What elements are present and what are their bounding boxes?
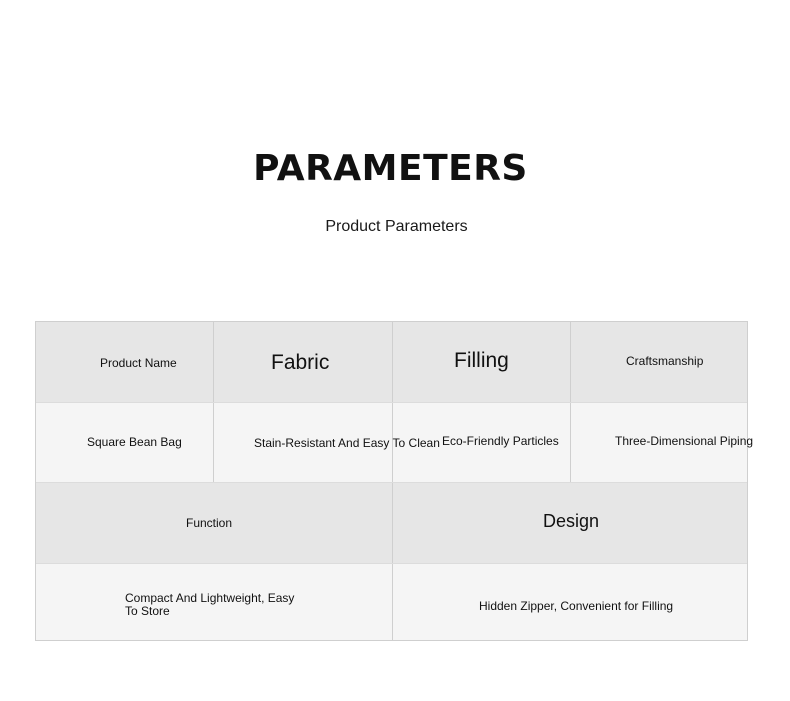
value-craftsmanship: Three-Dimensional Piping — [615, 434, 754, 448]
header-fabric: Fabric — [271, 351, 330, 374]
header-product-name: Product Name — [100, 356, 177, 370]
value-fabric: Stain-Resistant And Easy To Clean — [254, 436, 440, 450]
value-filling: Eco-Friendly Particles — [442, 434, 559, 448]
value-design: Hidden Zipper, Convenient for Filling — [479, 599, 674, 613]
divider — [36, 482, 747, 483]
header-filling: Filling — [454, 349, 509, 372]
divider — [36, 563, 747, 564]
page-subtitle: Product Parameters — [325, 218, 468, 235]
page-title: PARAMETERS — [253, 148, 528, 189]
value-product-name: Square Bean Bag — [87, 435, 182, 449]
divider — [392, 322, 393, 640]
divider — [36, 402, 747, 403]
parameters-table — [35, 321, 754, 641]
header-craftsmanship: Craftsmanship — [626, 354, 704, 368]
header-function: Function — [186, 516, 233, 530]
value-function: Compact And Lightweight, Easy To Store — [125, 591, 295, 618]
header-design: Design — [543, 511, 600, 531]
